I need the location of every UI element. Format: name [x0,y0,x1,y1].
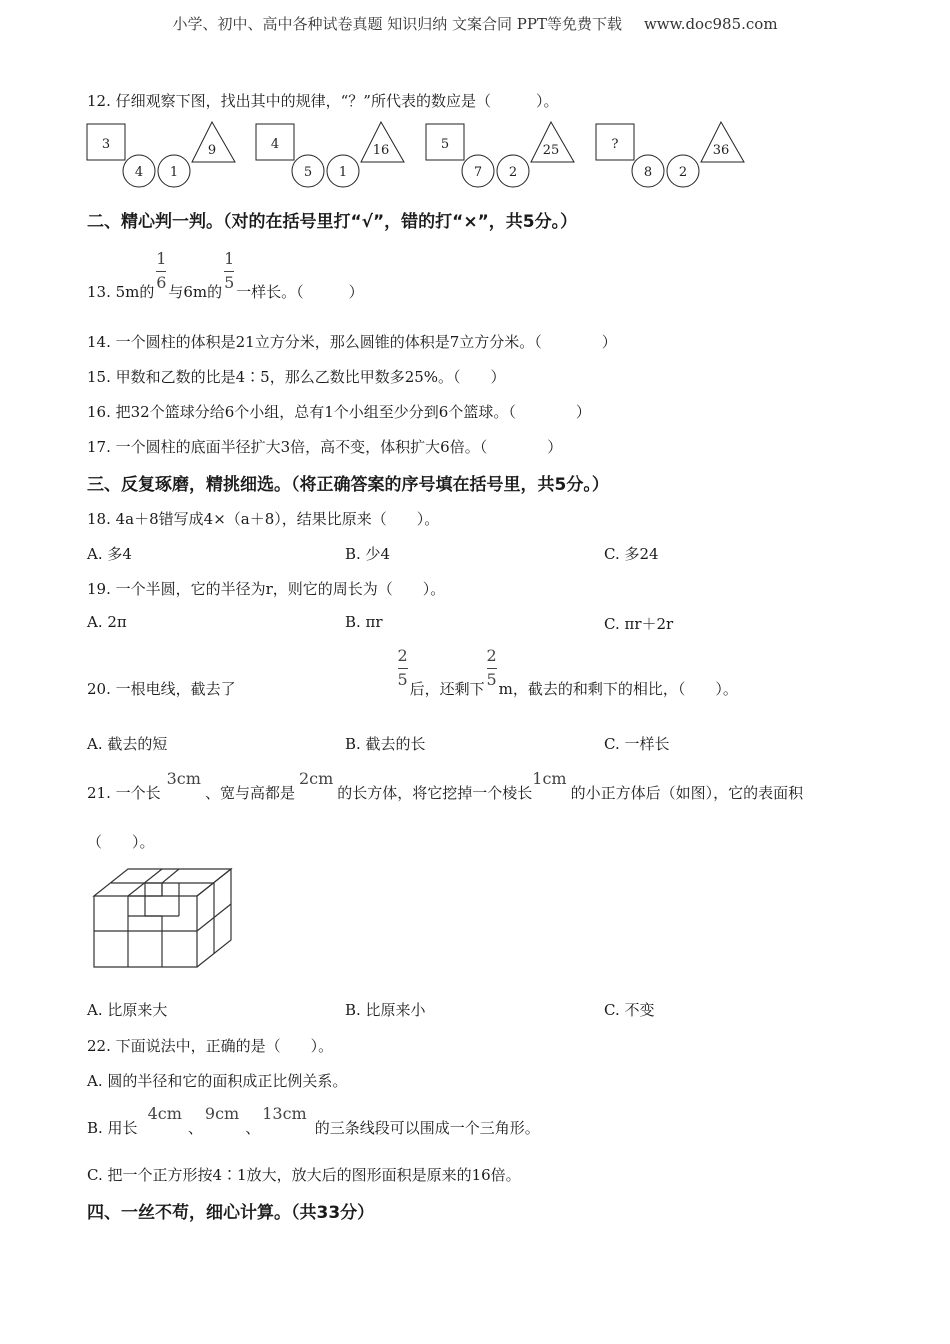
pattern-group-2 [256,122,404,187]
fraction-numerator: 1 [156,249,167,268]
triangle-number: 36 [712,143,730,158]
question-19: 19. 一个半圆，它的半径为r，则它的周长为（ ）。 [87,580,446,598]
q22-length-3: 13cm [262,1104,307,1123]
q21-option-a: A. 比原来大 [87,1001,168,1019]
q22-option-a: A. 圆的半径和它的面积成正比例关系。 [87,1072,348,1090]
q22-length-2: 9cm [204,1104,240,1123]
notch-edge [145,883,162,896]
q21-text-d: 的小正方体后（如图），它的表面积 [570,784,804,802]
q13-text-b: 与6m的 [168,283,223,301]
question-13 [87,249,364,302]
cuboid-figure [88,864,238,974]
pattern-group-4 [596,122,744,187]
q18-option-a: A. 多4 [87,545,132,563]
q21-option-c: C. 不变 [604,1001,655,1019]
question-16: 16. 把32个篮球分给6个小组，总有1个小组至少分到6个篮球。（ ） [87,403,591,421]
separator: 、 [245,1119,261,1137]
q20-option-c: C. 一样长 [604,735,670,753]
fraction-numerator: 2 [397,646,408,665]
fraction-denominator: 5 [397,670,408,689]
q21-option-b: B. 比原来小 [345,1001,426,1019]
question-17: 17. 一个圆柱的底面半径扩大3倍，高不变，体积扩大6倍。（ ） [87,438,563,456]
circle-number: 7 [473,165,483,180]
circle-number: 1 [338,165,348,180]
fraction-one-fifth [222,249,236,297]
q20-text-c: m，截去的和剩下的相比，（ ）。 [498,680,738,698]
q20-text-a: 20. 一根电线，截去了 [87,680,236,698]
triangle-number: 25 [542,143,560,158]
fraction-numerator: 1 [224,249,235,268]
fraction-one-sixth [154,249,168,297]
question-12: 12. 仔细观察下图，找出其中的规律，“？”所代表的数应是（ ）。 [87,92,559,110]
fraction-two-fifths [396,646,410,694]
q19-option-a: A. 2π [87,613,127,631]
circle-number: 5 [303,165,313,180]
section-4-title: 四、一丝不苟，细心计算。（共33分） [87,1203,375,1223]
question-18: 18. 4a＋8错写成4×（a＋8），结果比原来（ ）。 [87,510,440,528]
question-15: 15. 甲数和乙数的比是4∶5，那么乙数比甲数多25%。（ ） [87,368,506,386]
q21-width-value: 2cm [298,769,334,788]
q22-option-c: C. 把一个正方形按4∶1放大，放大后的图形面积是原来的16倍。 [87,1166,521,1184]
q21-edge-value: 1cm [532,769,567,788]
q18-option-b: B. 少4 [345,545,391,563]
fraction-denominator: 5 [224,273,235,292]
triangle-number: 9 [207,143,217,158]
q21-text-c: 的长方体，将它挖掉一个棱长 [337,784,533,802]
circle-number: 4 [134,165,144,180]
square-number: 3 [101,137,111,152]
circle-number: 2 [678,165,688,180]
q12-pattern-figure [80,118,760,193]
q21-text-a: 21. 一个长 [87,784,161,802]
q20-option-a: A. 截去的短 [87,735,168,753]
q20-option-b: B. 截去的长 [345,735,426,753]
fraction-denominator: 6 [156,273,167,292]
pattern-group-3 [426,122,574,187]
q20-text-b: 后，还剩下 [409,680,485,698]
fraction-two-fifths [485,646,499,694]
question-14: 14. 一个圆柱的体积是21立方分米，那么圆锥的体积是7立方分米。（ ） [87,333,617,351]
fraction-numerator: 2 [486,646,497,665]
q22-length-1: 4cm [147,1104,182,1123]
square-number: 4 [270,137,280,152]
q19-option-c: C. πr＋2r [604,615,674,633]
pattern-group-1 [87,122,235,187]
square-number: 5 [440,137,450,152]
circle-number: 8 [643,165,653,180]
question-20 [87,646,738,699]
header-website: www.doc985.com [643,15,778,33]
q21-text-b: 、宽与高都是 [204,784,295,802]
q21-answer-blank: （ ）。 [87,833,155,851]
circle-number: 1 [169,165,179,180]
fraction-denominator: 5 [486,670,497,689]
question-21 [87,769,804,803]
q13-text-c: 一样长。（ ） [236,283,364,301]
circle-number: 2 [508,165,518,180]
header-left-text: 小学、初中、高中各种试卷真题 知识归纳 文案合同 PPT等免费下载 [172,15,622,33]
q13-text-a: 13. 5m的 [87,283,155,301]
q19-option-b: B. πr [345,613,383,631]
q22-option-b [87,1104,540,1138]
notch-edge [145,883,162,916]
section-3-title: 三、反复琢磨，精挑细选。（将正确答案的序号填在括号里，共5分。） [87,475,609,495]
separator: 、 [187,1119,203,1137]
square-number: ? [611,137,619,152]
page-header [0,13,950,34]
q22-b-text-b: 的三条线段可以围成一个三角形。 [314,1119,540,1137]
triangle-number: 16 [372,143,390,158]
q22-b-text-a: B. 用长 [87,1119,138,1137]
section-2-title: 二、精心判一判。（对的在括号里打“√”，错的打“×”，共5分。） [87,212,578,232]
q21-length-value: 3cm [166,769,201,788]
question-22: 22. 下面说法中，正确的是（ ）。 [87,1037,334,1055]
q18-option-c: C. 多24 [604,545,659,563]
